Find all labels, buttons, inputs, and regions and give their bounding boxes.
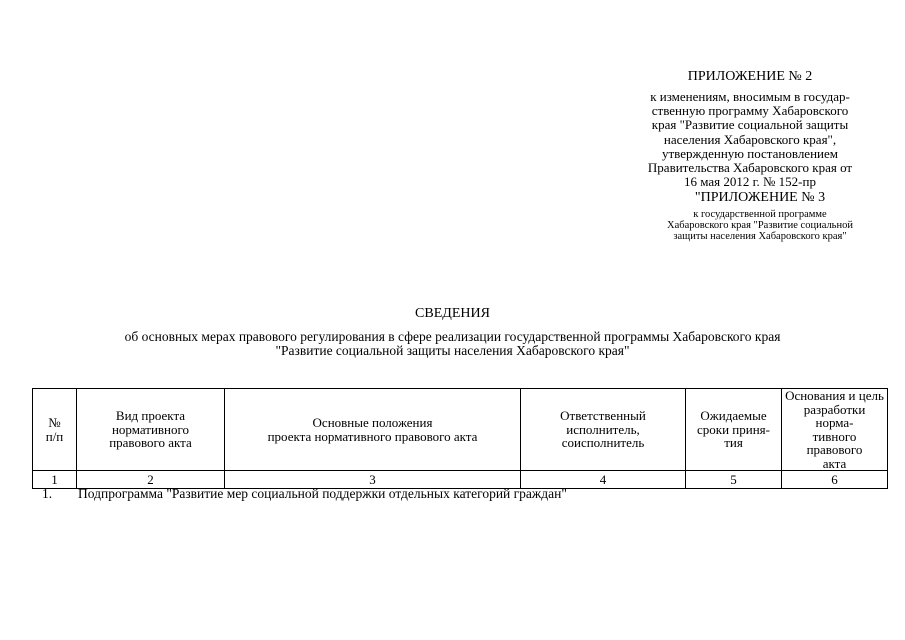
table-cell: 6 (782, 471, 888, 489)
column-header-responsible: Ответственный исполнитель, соисполнитель (521, 389, 686, 471)
table-cell: 2 (77, 471, 225, 489)
appendix-3-line: к государственной программе (693, 209, 827, 220)
appendix-2-line: к изменениям, вносимым в государ- (650, 89, 850, 104)
column-header-grounds: Основания и цель разработки норма- тивного правового акта (782, 389, 888, 471)
appendix-2-line: населения Хабаровского края", (663, 131, 837, 147)
column-header-act-type: Вид проекта нормативного правового акта (77, 389, 225, 471)
appendix-3-line: Хабаровского края "Развитие социальной (667, 220, 853, 232)
appendix-2-line: Правительства Хабаровского края от (647, 160, 853, 176)
document-title: СВЕДЕНИЯ (415, 306, 490, 321)
appendix-2-title: ПРИЛОЖЕНИЕ № 2 (687, 69, 813, 84)
appendix-2-line: 16 мая 2012 г. № 152-пр (684, 174, 816, 190)
document-subtitle-line: "Развитие социальной защиты населения Хабаровского края" (275, 343, 630, 358)
subprogram-title: Подпрограмма "Развитие мер социальной поддержки отдельных категорий граждан" (78, 486, 567, 501)
subprogram-number: 1. (42, 486, 53, 501)
appendix-2-line: ственную программу Хабаровского (651, 103, 849, 119)
table-cell: 1 (33, 471, 77, 489)
appendix-2-block (600, 70, 900, 189)
subprogram-line (42, 486, 567, 502)
table-cell: 5 (686, 471, 782, 489)
table-header-row (33, 389, 888, 471)
column-header-main-provisions: Основные положения проекта нормативного правового акта (225, 389, 521, 471)
document-heading (0, 306, 905, 358)
appendix-2-line: утвержденную постановлением (661, 145, 838, 161)
table-cell: 4 (521, 471, 686, 489)
table-cell: 3 (225, 471, 521, 489)
column-header-expected-dates: Ожидаемые сроки приня- тия (686, 389, 782, 471)
appendix-2-line: края "Развитие социальной защиты (651, 117, 849, 133)
measures-table (32, 388, 888, 489)
appendix-3-block (610, 191, 905, 243)
appendix-3-line: защиты населения Хабаровского края" (673, 231, 847, 243)
appendix-3-title: "ПРИЛОЖЕНИЕ № 3 (694, 190, 826, 205)
document-subtitle-line: об основных мерах правового регулирования в сфере реализации государственной программы Хабаровского края (124, 329, 781, 344)
column-header-number: № п/п (33, 389, 77, 471)
